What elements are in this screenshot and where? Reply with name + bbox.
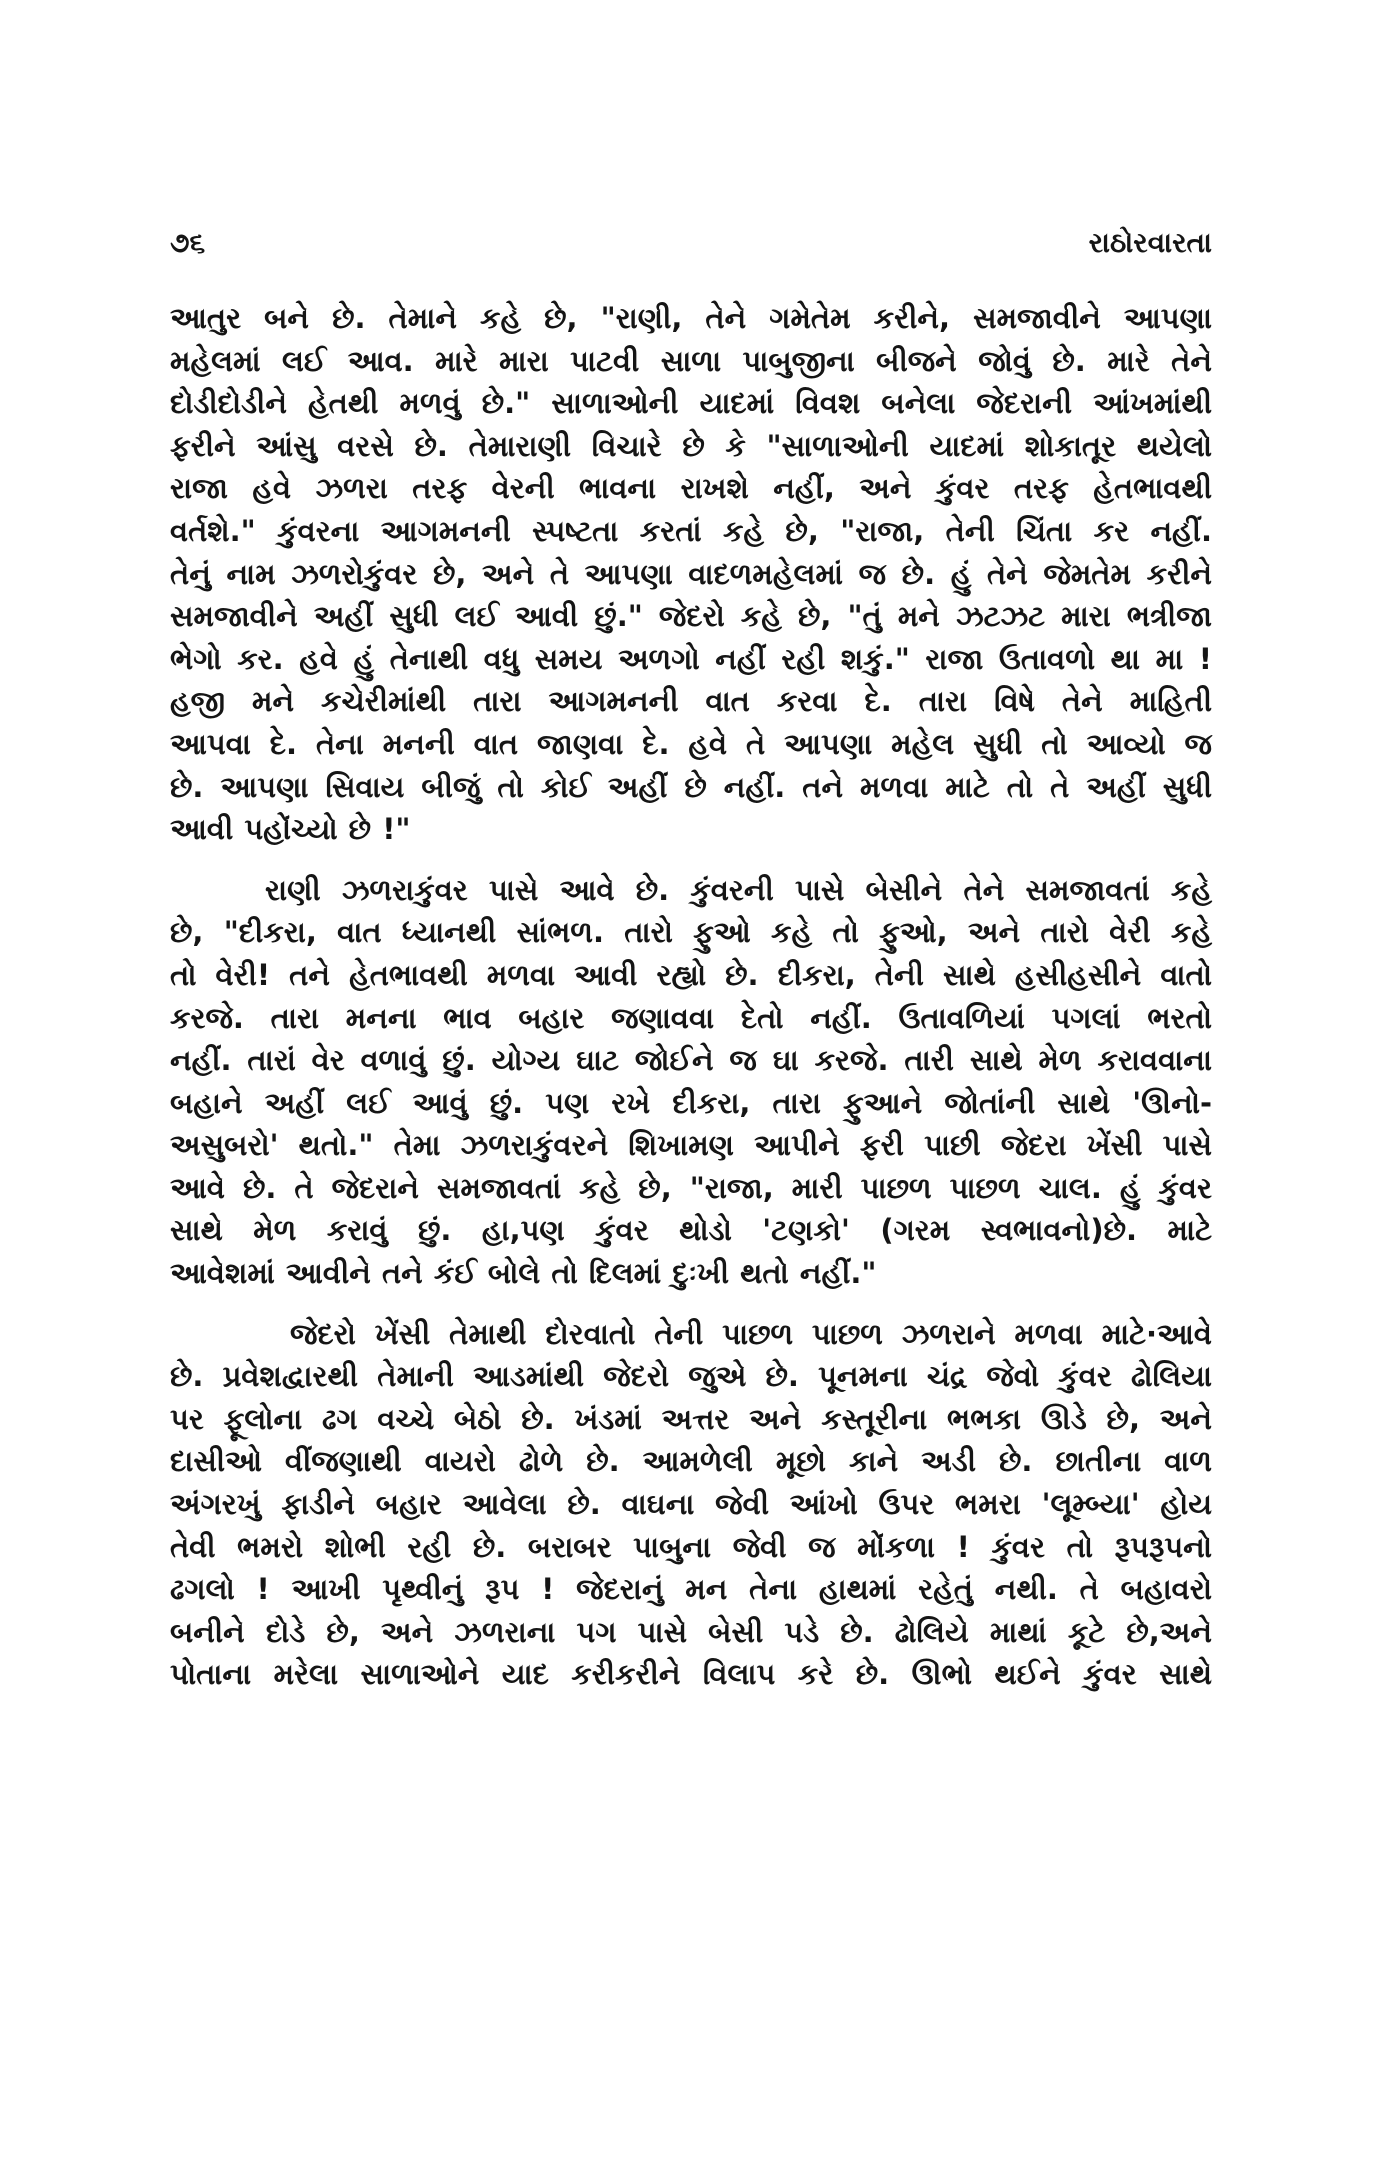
text-line: દોડીદોડીને હેતથી મળવું છે." સાળાઓની યાદમાં વિવશ બનેલા જેદરાની આંખમાંથી — [170, 386, 1212, 421]
text-line: છે. આપણા સિવાય બીજું તો કોઈ અહીં છે નહીં. તને મળવા માટે તો તે અહીં સુધી — [170, 769, 1212, 804]
text-line: આવેશમાં આવીને તને કંઈ બોલે તો દિલમાં દુઃખી થતો નહીં." — [170, 1256, 877, 1291]
text-line: પોતાના મરેલા સાળાઓને યાદ કરીકરીને વિલાપ કરે છે. ઊભો થઈને કુંવર સાથે — [170, 1657, 1212, 1692]
text-line: તો વેરી! તને હેતભાવથી મળવા આવી રહ્યો છે. દીકરા, તેની સાથે હસીહસીને વાતો — [170, 957, 1212, 992]
text-line: છે, "દીકરા, વાત ધ્યાનથી સાંભળ. તારો ફુઓ કહે તો ફુઓ, અને તારો વેરી કહે — [170, 915, 1212, 950]
paragraph-1 — [170, 297, 1212, 851]
text-line: અંગરખું ફાડીને બહાર આવેલા છે. વાઘના જેવી આંખો ઉપર ભમરા 'લૂમ્બ્યા' હોય — [170, 1487, 1212, 1522]
text-line: કરજે. તારા મનના ભાવ બહાર જણાવવા દેતો નહીં. ઉતાવળિયાં પગલાં ભરતો — [170, 1000, 1212, 1035]
paragraph-2 — [170, 869, 1212, 1295]
text-line: બનીને દોડે છે, અને ઝળરાના પગ પાસે બેસી પડે છે. ઢોલિયે માથાં કૂટે છે,અને — [170, 1614, 1212, 1649]
text-line: આવી પહોંચ્યો છે !" — [170, 812, 411, 847]
text-line: તેવી ભમરો શોભી રહી છે. બરાબર પાબુના જેવી જ મોંકળા ! કુંવર તો રૂપરૂપનો — [170, 1529, 1212, 1564]
text-line: સમજાવીને અહીં સુધી લઈ આવી છું." જેદરો કહે છે, "તું મને ઝટઝટ મારા ભત્રીજા — [170, 599, 1212, 634]
text-line: સાથે મેળ કરાવું છું. હા,પણ કુંવર થોડો 'ટણકો' (ગરમ સ્વભાવનો)છે. માટે — [170, 1213, 1212, 1248]
text-line: રાજા હવે ઝળરા તરફ વેરની ભાવના રાખશે નહીં, અને કુંવર તરફ હેતભાવથી — [170, 471, 1212, 506]
page-header — [170, 222, 1212, 264]
text-line: છે. પ્રવેશદ્વારથી તેમાની આડમાંથી જેદરો જુએ છે. પૂનમના ચંદ્ર જેવો કુંવર ઢોલિયા — [170, 1359, 1212, 1394]
page-number: ૭૬ — [170, 226, 206, 259]
text-line: ભેગો કર. હવે હું તેનાથી વધુ સમય અળગો નહીં રહી શકું." રાજા ઉતાવળો થા મા ! — [170, 641, 1212, 676]
text-line: તેનું નામ ઝળરોકુંવર છે, અને તે આપણા વાદળમહેલમાં જ છે. હું તેને જેમતેમ કરીને — [170, 556, 1212, 591]
paragraph-3 — [170, 1313, 1212, 1696]
text-line: ફરીને આંસુ વરસે છે. તેમારાણી વિચારે છે કે "સાળાઓની યાદમાં શોકાતૂર થયેલો — [170, 428, 1212, 463]
text-line: દાસીઓ વીંજણાથી વાયરો ઢોળે છે. આમળેલી મૂછો કાને અડી છે. છાતીના વાળ — [170, 1444, 1212, 1479]
text-line: આવે છે. તે જેદરાને સમજાવતાં કહે છે, "રાજા, મારી પાછળ પાછળ ચાલ. હું કુંવર — [170, 1170, 1212, 1205]
text-line: આપવા દે. તેના મનની વાત જાણવા દે. હવે તે આપણા મહેલ સુધી તો આવ્યો જ — [170, 726, 1212, 761]
text-line: પર ફૂલોના ઢગ વચ્ચે બેઠો છે. ખંડમાં અત્તર અને કસ્તૂરીના ભભકા ઊડે છે, અને — [170, 1401, 1212, 1436]
body-text — [170, 297, 1212, 1696]
text-line: રાણી ઝળરાકુંવર પાસે આવે છે. કુંવરની પાસે બેસીને તેને સમજાવતાં કહે — [265, 872, 1212, 907]
running-title: રાઠોરવારતા — [1088, 226, 1212, 259]
text-line: ઢગલો ! આખી પૃથ્વીનું રૂપ ! જેદરાનું મન તેના હાથમાં રહેતું નથી. તે બહાવરો — [170, 1572, 1212, 1607]
text-line: આતુર બને છે. તેમાને કહે છે, "રાણી, તેને ગમેતેમ કરીને, સમજાવીને આપણા — [170, 301, 1212, 335]
text-line: હજી મને કચેરીમાંથી તારા આગમનની વાત કરવા દે. તારા વિષે તેને માહિતી — [170, 684, 1212, 719]
text-line: બહાને અહીં લઈ આવું છું. પણ રખે દીકરા, તારા ફુઆને જોતાંની સાથે 'ઊનો- — [170, 1085, 1212, 1120]
text-line: વર્તશે." કુંવરના આગમનની સ્પષ્ટતા કરતાં કહે છે, "રાજા, તેની ચિંતા કર નહીં. — [170, 513, 1212, 548]
text-line: નહીં. તારાં વેર વળાવું છું. યોગ્ય ઘાટ જોઈને જ ઘા કરજે. તારી સાથે મેળ કરાવવાના — [170, 1043, 1212, 1078]
text-line: મહેલમાં લઈ આવ. મારે મારા પાટવી સાળા પાબુજીના બીજને જોવું છે. મારે તેને — [170, 343, 1212, 378]
text-line: અસુબરો' થતો." તેમા ઝળરાકુંવરને શિખામણ આપીને ફરી પાછી જેદરા ખેંસી પાસે — [170, 1128, 1212, 1163]
text-line: જેદરો ખેંસી તેમાથી દોરવાતો તેની પાછળ પાછળ ઝળરાને મળવા માટે·આવે — [290, 1316, 1212, 1351]
